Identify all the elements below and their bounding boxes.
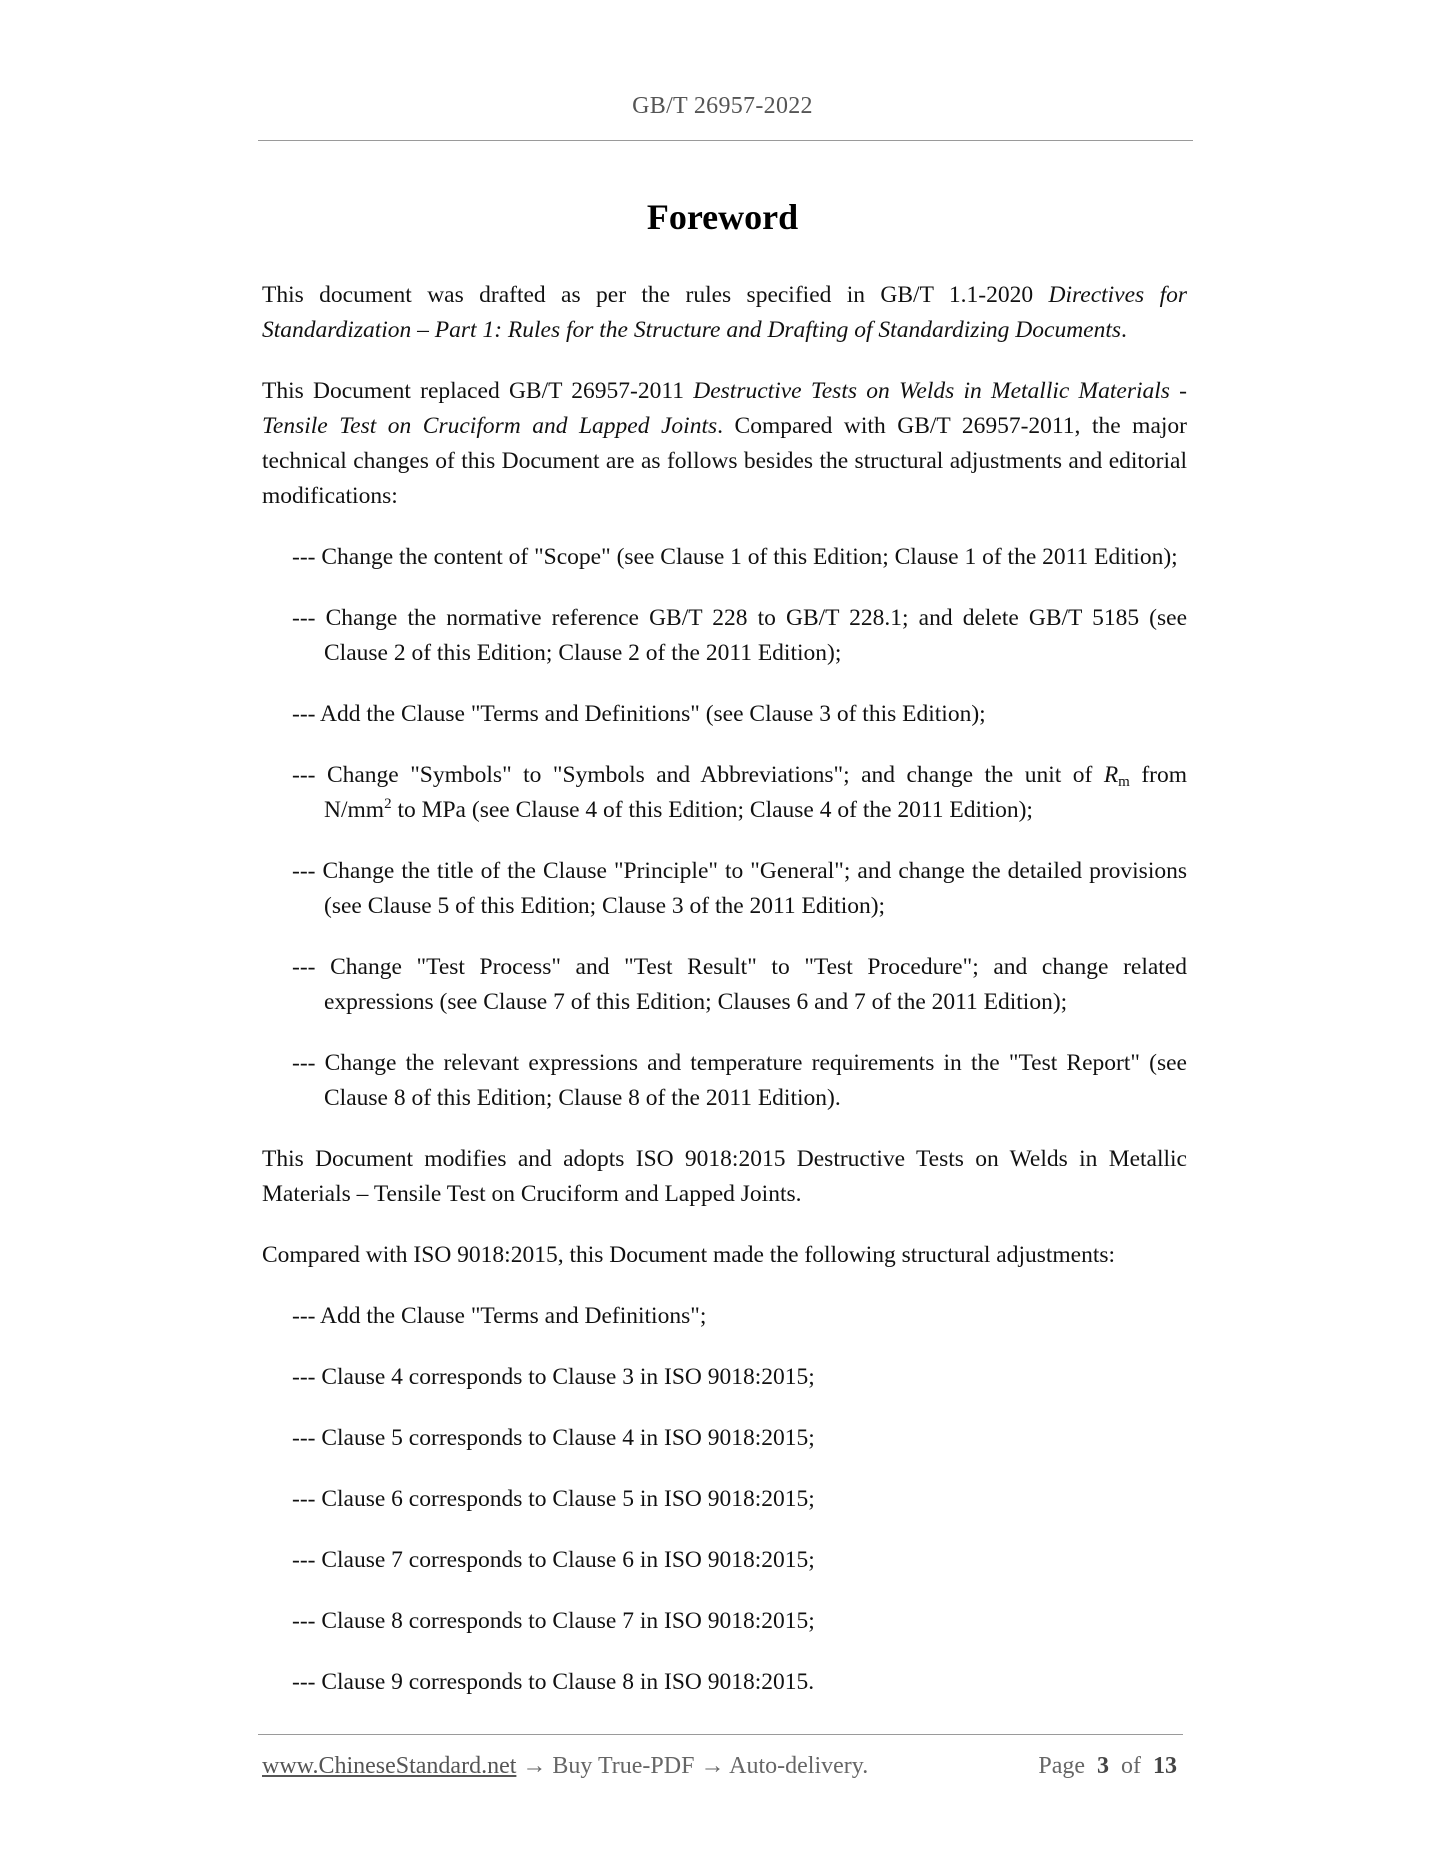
paragraph-replacement [262, 374, 1187, 514]
page-number [1038, 1753, 1177, 1780]
p2-end: . Compared with GB/T 26957-2011, the major technical changes of this Document are as follows besides the structural adjustments and editorial modifications: [262, 413, 1187, 509]
p2-text: This Document replaced GB/T 26957-2011 [262, 378, 694, 404]
buy-pdf-text: Buy True-PDF [552, 1753, 695, 1779]
page-title: Foreword [646, 197, 799, 237]
list-item: --- Change the relevant expressions and temperature requirements in the "Test Report" (see Clause 8 of this Edition; Clause 8 of the 2011 Edition). [292, 1050, 1187, 1111]
p1-italic-title: Directives for Standardization – Part 1: Rules for the Structure and Drafting of Standardizing Documents [262, 282, 1187, 343]
symbols-mid: from N/mm [324, 762, 1188, 823]
list-item: --- Add the Clause "Terms and Definitions" (see Clause 3 of this Edition); [292, 701, 986, 727]
list-item: --- Change the normative reference GB/T 228 to GB/T 228.1; and delete GB/T 5185 (see Clause 2 of this Edition; Clause 2 of the 2011 Edition); [292, 605, 1187, 666]
header-doc-code: GB/T 26957-2022 [632, 93, 813, 119]
list-item: --- Change the title of the Clause "Principle" to "General"; and change the detailed provisions (see Clause 5 of this Edition; Clause 3 of the 2011 Edition); [292, 858, 1187, 919]
auto-delivery-text: Auto-delivery. [729, 1753, 869, 1779]
document-body [262, 278, 1187, 1726]
unit-superscript: 2 [384, 796, 392, 812]
arrow-right-icon: → [522, 1753, 547, 1779]
symbols-pre: --- Change "Symbols" to "Symbols and Abbreviations"; and change the unit of [292, 762, 1104, 788]
current-page: 3 [1097, 1753, 1109, 1779]
footer-promo [262, 1753, 868, 1780]
list-item: --- Add the Clause "Terms and Definitions"; [292, 1303, 707, 1329]
list-item: --- Change the content of "Scope" (see Clause 1 of this Edition; Clause 1 of the 2011 Edition); [292, 544, 1178, 570]
paragraph-adoption: This Document modifies and adopts ISO 9018:2015 Destructive Tests on Welds in Metallic Materials – Tensile Test on Cruciform and Lapped Joints. [262, 1146, 1187, 1207]
symbols-post: to MPa (see Clause 4 of this Edition; Clause 4 of the 2011 Edition); [391, 797, 1033, 823]
paragraph-drafting-rules [262, 278, 1187, 348]
paragraph-structural-adjustments: Compared with ISO 9018:2015, this Document made the following structural adjustments: [262, 1242, 1116, 1268]
of-label: of [1121, 1753, 1141, 1779]
list-item-symbols [292, 758, 1187, 828]
header-divider [258, 140, 1193, 141]
list-item: --- Clause 8 corresponds to Clause 7 in ISO 9018:2015; [292, 1608, 815, 1634]
list-item: --- Clause 9 corresponds to Clause 8 in ISO 9018:2015. [292, 1669, 815, 1695]
list-item: --- Change "Test Process" and "Test Result" to "Test Procedure"; and change related expressions (see Clause 7 of this Edition; Clauses 6 and 7 of the 2011 Edition); [292, 954, 1187, 1015]
list-item: --- Clause 5 corresponds to Clause 4 in ISO 9018:2015; [292, 1425, 815, 1451]
total-pages: 13 [1153, 1753, 1177, 1779]
list-item: --- Clause 6 corresponds to Clause 5 in ISO 9018:2015; [292, 1486, 815, 1512]
p2-italic-title: Destructive Tests on Welds in Metallic Materials - Tensile Test on Cruciform and Lapped Joints [262, 378, 1187, 439]
arrow-right-icon: → [700, 1753, 725, 1779]
symbol-r-subscript: m [1118, 774, 1130, 790]
footer-divider [258, 1734, 1183, 1735]
page-label: Page [1038, 1753, 1085, 1779]
p1-end: . [1121, 317, 1127, 343]
symbol-r: R [1103, 762, 1119, 788]
p1-text: This document was drafted as per the rules specified in GB/T 1.1-2020 [262, 282, 1049, 308]
list-item: --- Clause 4 corresponds to Clause 3 in ISO 9018:2015; [292, 1364, 815, 1390]
website-link[interactable]: www.ChineseStandard.net [262, 1753, 517, 1779]
list-item: --- Clause 7 corresponds to Clause 6 in ISO 9018:2015; [292, 1547, 815, 1573]
